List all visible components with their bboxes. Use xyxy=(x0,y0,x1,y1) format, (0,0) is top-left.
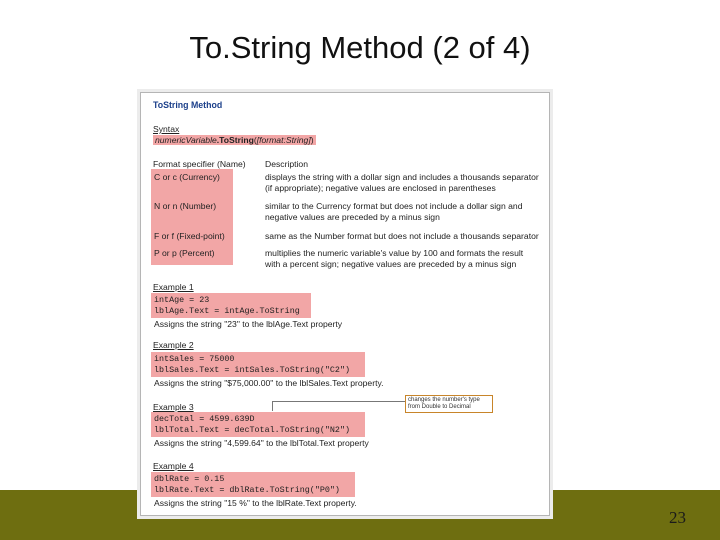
callout-box: changes the number's type from Double to Decimal xyxy=(405,395,493,413)
example-1-heading: Example 1 xyxy=(153,282,194,292)
syntax-variable: numericVariable xyxy=(155,135,217,145)
figure-title: ToString Method xyxy=(153,100,223,110)
slide-title: To.String Method (2 of 4) xyxy=(189,30,531,65)
format-desc-number-line1: similar to the Currency format but does not include a dollar sign and xyxy=(265,201,523,211)
format-desc-percent-line1: multiplies the numeric variable's value by 100 and formats the result xyxy=(265,248,524,258)
textbook-figure xyxy=(140,92,550,516)
example-4-heading: Example 4 xyxy=(153,461,194,471)
example-3-note: Assigns the string "4,599.64" to the lblTotal.Text property xyxy=(154,438,369,448)
syntax-heading: Syntax xyxy=(153,124,180,134)
example-3-code-line1: decTotal = 4599.639D xyxy=(154,414,255,424)
format-spec-number: N or n (Number) xyxy=(154,201,217,211)
example-2-note: Assigns the string "$75,000.00" to the lblSales.Text property. xyxy=(154,378,384,388)
callout-leader-line xyxy=(272,401,406,411)
syntax-paren-close: ) xyxy=(310,135,314,145)
format-desc-percent-line2: with a percent sign; negative values are preceded by a minus sign xyxy=(265,259,517,269)
column-header-description: Description xyxy=(265,159,308,169)
example-2-code-line1: intSales = 75000 xyxy=(154,354,235,364)
example-3-heading: Example 3 xyxy=(153,402,194,412)
syntax-argument: [format:String] xyxy=(256,135,311,145)
format-spec-percent: P or p (Percent) xyxy=(154,248,215,258)
example-3-code-line2: lblTotal.Text = decTotal.ToString("N2") xyxy=(154,425,351,435)
example-2-code-line2: lblSales.Text = intSales.ToString("C2") xyxy=(154,365,351,375)
example-4-code-line2: lblRate.Text = dblRate.ToString("P0") xyxy=(154,485,340,495)
format-desc-currency-line2: (if appropriate); negative values are enclosed in parentheses xyxy=(265,183,496,193)
format-desc-currency-line1: displays the string with a dollar sign and includes a thousands separator xyxy=(265,172,539,182)
format-desc-number-line2: negative values are preceded by a minus sign xyxy=(265,212,440,222)
column-header-specifier: Format specifier (Name) xyxy=(153,159,246,169)
example-4-code-line1: dblRate = 0.15 xyxy=(154,474,225,484)
syntax-line xyxy=(153,135,316,145)
syntax-method: .ToString xyxy=(216,135,254,145)
example-2-heading: Example 2 xyxy=(153,340,194,350)
format-spec-fixed: F or f (Fixed-point) xyxy=(154,231,225,241)
syntax-paren-open: ( xyxy=(253,135,257,145)
example-4-note: Assigns the string "15 %" to the lblRate.Text property. xyxy=(154,498,357,508)
example-1-code-line1: intAge = 23 xyxy=(154,295,210,305)
example-1-note: Assigns the string "23" to the lblAge.Text property xyxy=(154,319,343,329)
page-number: 23 xyxy=(669,508,686,527)
format-spec-currency: C or c (Currency) xyxy=(154,172,220,182)
format-desc-fixed-line1: same as the Number format but does not include a thousands separator xyxy=(265,231,539,241)
example-1-code-line2: lblAge.Text = intAge.ToString xyxy=(154,306,300,316)
